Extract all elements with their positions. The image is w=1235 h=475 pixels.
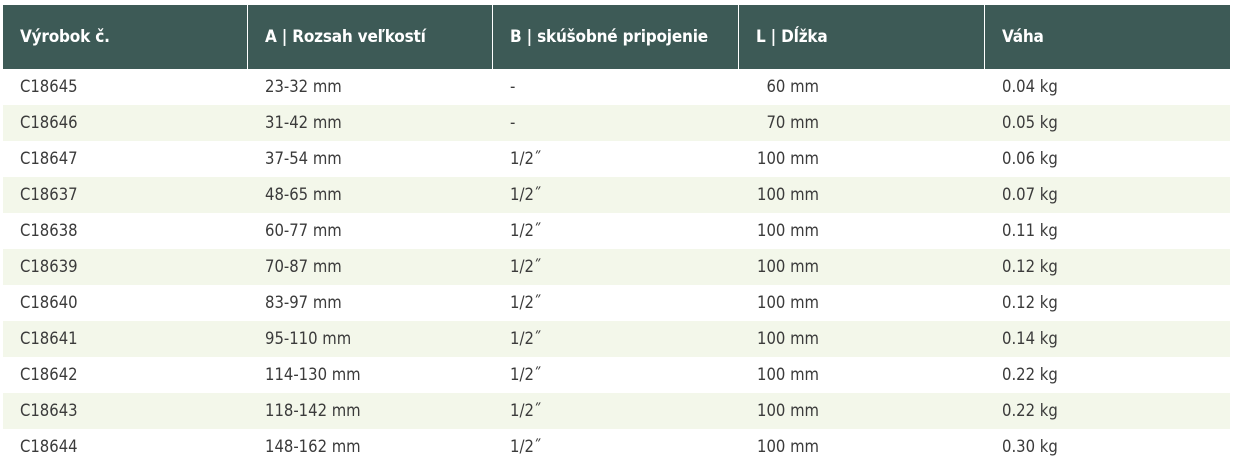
cell-product-number: C18646 <box>20 113 78 132</box>
cell-size-range: 31-42 mm <box>265 113 342 132</box>
cell-length: 100 mm <box>757 293 819 312</box>
cell-weight: 0.04 kg <box>1002 77 1058 96</box>
cell-product-number: C18642 <box>20 365 78 384</box>
cell-size-range: 37-54 mm <box>265 149 342 168</box>
cell-product-number: C18643 <box>20 401 78 420</box>
table-header <box>3 5 1230 69</box>
cell-length: 100 mm <box>757 149 819 168</box>
cell-test-connection: 1/2˝ <box>510 437 542 456</box>
cell-length: 100 mm <box>757 437 819 456</box>
cell-length: 100 mm <box>757 401 819 420</box>
cell-weight: 0.06 kg <box>1002 149 1058 168</box>
table-row <box>3 213 1230 249</box>
cell-test-connection: 1/2˝ <box>510 293 542 312</box>
header-length: L | Dĺžka <box>739 5 985 69</box>
table-row <box>3 321 1230 357</box>
cell-weight: 0.07 kg <box>1002 185 1058 204</box>
cell-test-connection: 1/2˝ <box>510 149 542 168</box>
cell-weight: 0.14 kg <box>1002 329 1058 348</box>
header-size-range: A | Rozsah veľkostí <box>248 5 493 69</box>
cell-test-connection: 1/2˝ <box>510 401 542 420</box>
cell-weight: 0.12 kg <box>1002 257 1058 276</box>
table-row <box>3 105 1230 141</box>
cell-test-connection: 1/2˝ <box>510 221 542 240</box>
cell-test-connection: 1/2˝ <box>510 365 542 384</box>
table-row <box>3 393 1230 429</box>
cell-size-range: 60-77 mm <box>265 221 342 240</box>
header-weight: Váha <box>1002 27 1044 47</box>
cell-size-range: 48-65 mm <box>265 185 342 204</box>
table-row <box>3 141 1230 177</box>
cell-product-number: C18645 <box>20 77 78 96</box>
cell-size-range: 148-162 mm <box>265 437 361 456</box>
cell-length: 100 mm <box>757 257 819 276</box>
cell-test-connection: - <box>510 77 516 96</box>
product-table <box>3 5 1230 465</box>
cell-product-number: C18647 <box>20 149 78 168</box>
cell-size-range: 70-87 mm <box>265 257 342 276</box>
cell-product-number: C18637 <box>20 185 78 204</box>
cell-product-number: C18641 <box>20 329 78 348</box>
table-row <box>3 357 1230 393</box>
cell-product-number: C18639 <box>20 257 78 276</box>
cell-length: 100 mm <box>757 329 819 348</box>
cell-weight: 0.30 kg <box>1002 437 1058 456</box>
cell-test-connection: 1/2˝ <box>510 257 542 276</box>
cell-weight: 0.22 kg <box>1002 401 1058 420</box>
cell-product-number: C18638 <box>20 221 78 240</box>
cell-test-connection: 1/2˝ <box>510 185 542 204</box>
cell-size-range: 83-97 mm <box>265 293 342 312</box>
cell-weight: 0.22 kg <box>1002 365 1058 384</box>
cell-length: 60 mm <box>766 77 819 96</box>
table-row <box>3 285 1230 321</box>
cell-weight: 0.12 kg <box>1002 293 1058 312</box>
cell-size-range: 23-32 mm <box>265 77 342 96</box>
cell-weight: 0.11 kg <box>1002 221 1058 240</box>
cell-length: 100 mm <box>757 221 819 240</box>
table-row <box>3 249 1230 285</box>
cell-size-range: 114-130 mm <box>265 365 361 384</box>
cell-test-connection: 1/2˝ <box>510 329 542 348</box>
header-test-connection: B | skúšobné pripojenie <box>493 5 739 69</box>
cell-size-range: 118-142 mm <box>265 401 361 420</box>
cell-length: 100 mm <box>757 365 819 384</box>
cell-product-number: C18644 <box>20 437 78 456</box>
table-row <box>3 429 1230 465</box>
cell-size-range: 95-110 mm <box>265 329 352 348</box>
cell-weight: 0.05 kg <box>1002 113 1058 132</box>
header-product-number: Výrobok č. <box>3 5 248 69</box>
table-row <box>3 177 1230 213</box>
cell-product-number: C18640 <box>20 293 78 312</box>
table-row <box>3 69 1230 105</box>
cell-length: 100 mm <box>757 185 819 204</box>
cell-length: 70 mm <box>766 113 819 132</box>
cell-test-connection: - <box>510 113 516 132</box>
